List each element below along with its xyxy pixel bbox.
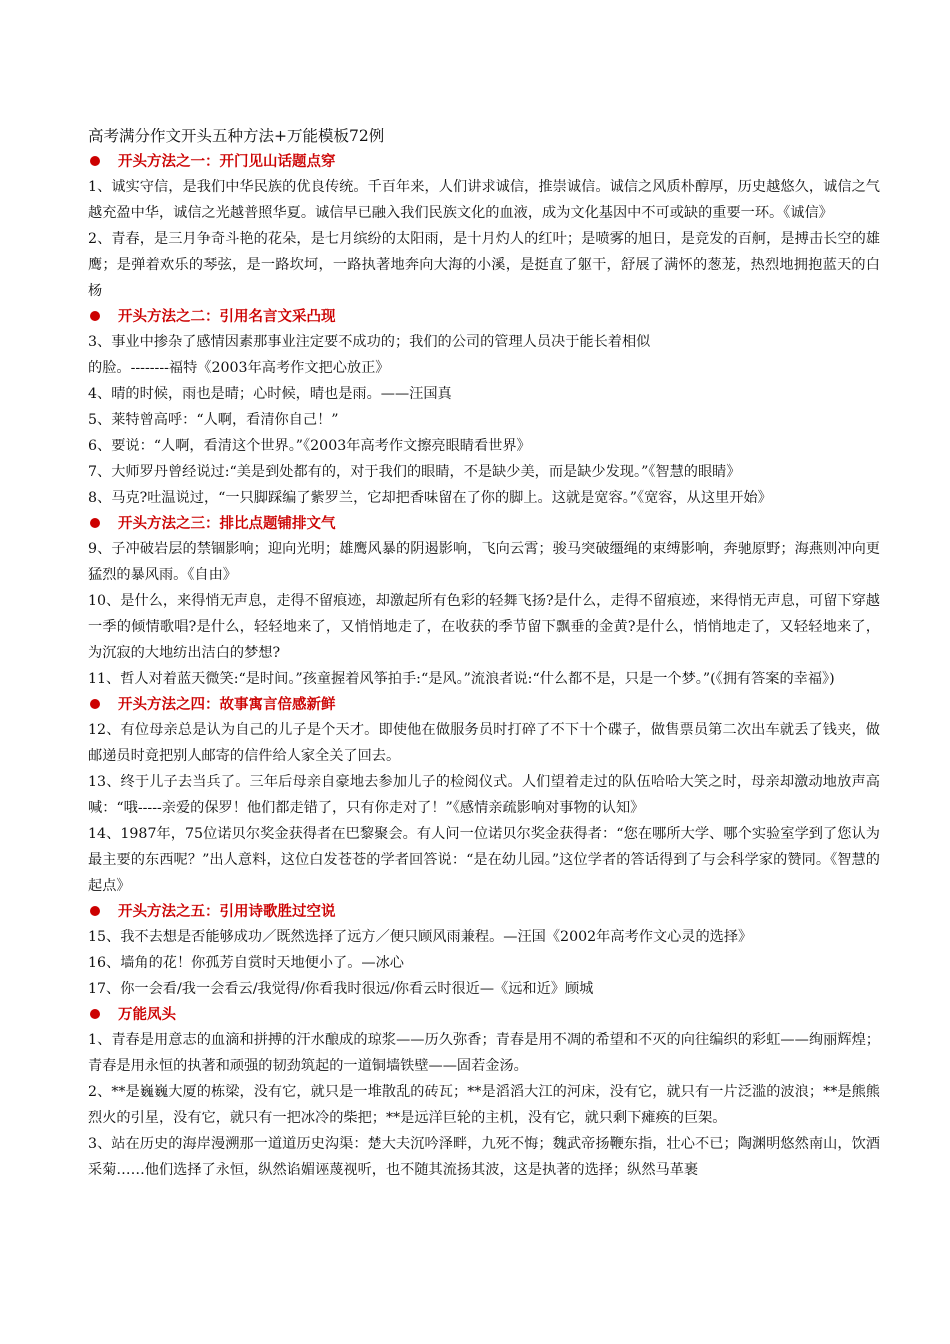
section-heading-text: 万能凤头 bbox=[118, 1006, 176, 1023]
paragraph: 4、晴的时候，雨也是晴；心时候，晴也是雨。——汪国真 bbox=[88, 386, 452, 402]
paragraph: 1、诚实守信，是我们中华民族的优良传统。千百年来，人们讲求诚信，推崇诚信。诚信之风质朴醇厚，历史越悠久，诚信之气越充盈中华，诚信之光越普照华夏。诚信早已融入我们民族文化的血液，成为文化基因中不可或缺的重要一环。《诚信》 bbox=[88, 179, 880, 221]
paragraph: 16、墙角的花！你孤芳自赏时天地便小了。—冰心 bbox=[88, 955, 404, 971]
bullet-icon bbox=[90, 906, 100, 916]
document-page bbox=[88, 124, 880, 1183]
paragraph: 1、青春是用意志的血滴和拼搏的汗水酿成的琼浆——历久弥香；青春是用不凋的希望和不灭的向往编织的彩虹——绚丽辉煌；青春是用永恒的执著和顽强的韧劲筑起的一道铜墙铁壁——固若金汤。 bbox=[88, 1032, 880, 1074]
section-heading-text: 开头方法之三：排比点题铺排文气 bbox=[118, 515, 336, 532]
document-title: 高考满分作文开头五种方法+万能模板72例 bbox=[88, 127, 385, 145]
section-heading-3 bbox=[88, 512, 880, 535]
bullet-icon bbox=[90, 156, 100, 166]
section-heading-1 bbox=[88, 150, 880, 173]
bullet-icon bbox=[90, 518, 100, 528]
section-heading-text: 开头方法之四：故事寓言倍感新鲜 bbox=[118, 696, 336, 713]
section-heading-6 bbox=[88, 1003, 880, 1026]
paragraph: 5、莱特曾高呼：“人啊，看清你自己！” bbox=[88, 412, 339, 428]
bullet-icon bbox=[90, 311, 100, 321]
paragraph: 7、大师罗丹曾经说过:“美是到处都有的，对于我们的眼睛，不是缺少美，而是缺少发现。”《智慧的眼睛》 bbox=[88, 464, 741, 480]
section-heading-5 bbox=[88, 900, 880, 923]
section-heading-4 bbox=[88, 693, 880, 716]
section-heading-text: 开头方法之二：引用名言文采凸现 bbox=[118, 308, 336, 325]
paragraph: 10、是什么，来得悄无声息，走得不留痕迹，却激起所有色彩的轻舞飞扬?是什么，走得不留痕迹，来得悄无声息，可留下穿越一季的倾情歌唱?是什么，轻轻地来了，又悄悄地走了，在收获的季节留下飘垂的金黄?是什么，悄悄地走了，又轻轻地来了，为沉寂的大地纺出洁白的梦想? bbox=[88, 593, 880, 661]
paragraph: 的脸。--------福特《2003年高考作文把心放正》 bbox=[88, 360, 390, 376]
paragraph: 2、**是巍巍大厦的栋梁，没有它，就只是一堆散乱的砖瓦；**是滔滔大江的河床，没有它，就只有一片泛滥的波浪；**是熊熊烈火的引星，没有它，就只有一把冰冷的柴把；**是远洋巨轮的主机，没有它，就只剩下瘫痪的巨架。 bbox=[88, 1084, 880, 1126]
paragraph: 3、站在历史的海岸漫溯那一道道历史沟渠：楚大夫沉吟泽畔，九死不悔；魏武帝扬鞭东指，壮心不已；陶渊明悠然南山，饮酒采菊……他们选择了永恒，纵然谄媚诬蔑视听，也不随其流扬其波，这是执著的选择；纵然马革裹 bbox=[88, 1136, 880, 1178]
paragraph: 9、子冲破岩层的禁锢影响；迎向光明；雄鹰风暴的阴遏影响，飞向云霄；骏马突破缰绳的束缚影响，奔驰原野；海燕则冲向更猛烈的暴风雨。《自由》 bbox=[88, 541, 880, 583]
paragraph: 12、有位母亲总是认为自己的儿子是个天才。即使他在做服务员时打碎了不下十个碟子，做售票员第二次出车就丢了钱夹，做邮递员时竟把别人邮寄的信件给人家全关了回去。 bbox=[88, 722, 880, 764]
bullet-icon bbox=[90, 699, 100, 709]
section-heading-text: 开头方法之五：引用诗歌胜过空说 bbox=[118, 903, 336, 920]
section-heading-2 bbox=[88, 305, 880, 328]
paragraph: 11、哲人对着蓝天微笑:“是时间。”孩童握着风筝拍手:“是风。”流浪者说:“什么都不是，只是一个梦。”(《拥有答案的幸福》) bbox=[88, 671, 835, 687]
paragraph: 13、终于儿子去当兵了。三年后母亲自豪地去参加儿子的检阅仪式。人们望着走过的队伍哈哈大笑之时，母亲却激动地放声高喊：“哦-----亲爱的保罗！他们都走错了，只有你走对了！”《感情亲疏影响对事物的认知》 bbox=[88, 774, 880, 816]
paragraph: 6、要说：“人啊，看清这个世界。”《2003年高考作文擦亮眼睛看世界》 bbox=[88, 438, 531, 454]
paragraph: 2、青春，是三月争奇斗艳的花朵，是七月缤纷的太阳雨，是十月灼人的红叶；是喷雾的旭日，是竞发的百舸，是搏击长空的雄鹰；是弹着欢乐的琴弦，是一路坎坷，一路执著地奔向大海的小溪，是挺直了躯干，舒展了满怀的葱茏，热烈地拥抱蓝天的白杨 bbox=[88, 231, 880, 299]
section-heading-text: 开头方法之一：开门见山话题点穿 bbox=[118, 153, 336, 170]
paragraph: 14、1987年，75位诺贝尔奖金获得者在巴黎聚会。有人问一位诺贝尔奖金获得者：“您在哪所大学、哪个实验室学到了您认为最主要的东西呢？”出人意料，这位白发苍苍的学者回答说：“是在幼儿园。”这位学者的答话得到了与会科学家的赞同。《智慧的起点》 bbox=[88, 826, 880, 894]
paragraph: 8、马克?吐温说过，“一只脚踩编了紫罗兰，它却把香味留在了你的脚上。这就是宽容。”《宽容，从这里开始》 bbox=[88, 490, 772, 506]
paragraph: 15、我不去想是否能够成功／既然选择了远方／便只顾风雨兼程。—汪国《2002年高考作文心灵的选择》 bbox=[88, 929, 753, 945]
paragraph: 17、你一会看/我一会看云/我觉得/你看我时很远/你看云时很近—《远和近》顾城 bbox=[88, 981, 594, 997]
paragraph: 3、事业中掺杂了感情因素那事业注定要不成功的；我们的公司的管理人员决于能长着相似 bbox=[88, 334, 651, 350]
bullet-icon bbox=[90, 1009, 100, 1019]
